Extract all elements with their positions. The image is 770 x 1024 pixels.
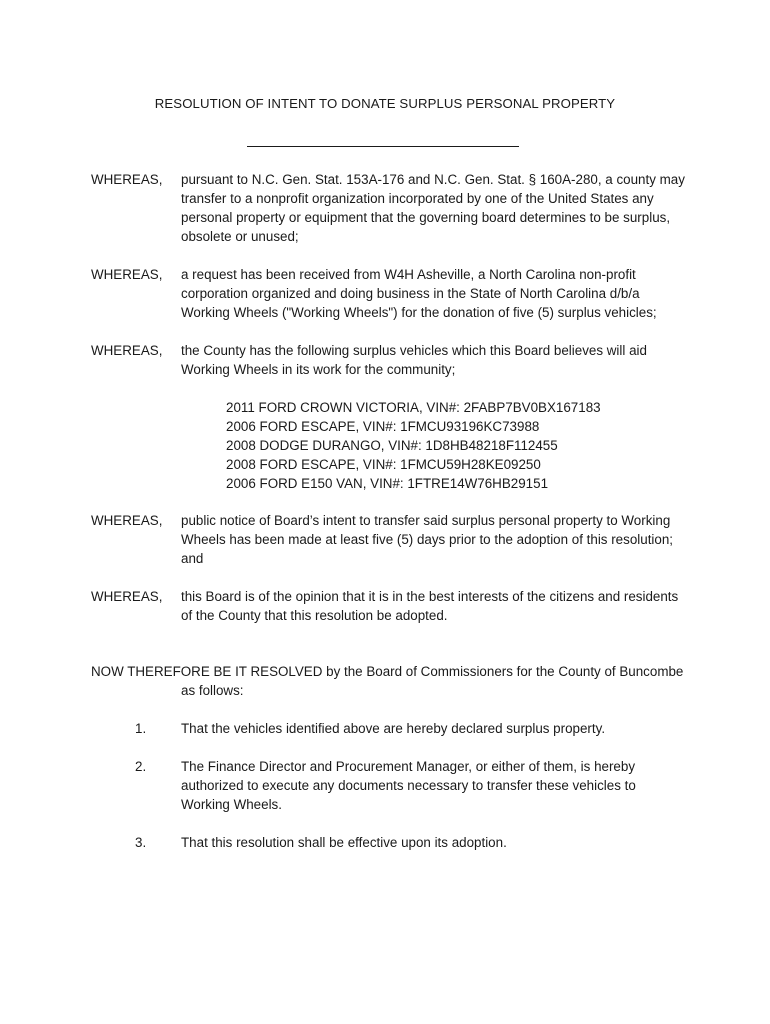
resolved-line-1: NOW THEREFORE BE IT RESOLVED by the Board of Commissioners for the County of Buncombe (91, 664, 684, 679)
whereas-text: pursuant to N.C. Gen. Stat. 153A-176 and N.C. Gen. Stat. § 160A-280, a county may transfer to a nonprofit organization incorporated by one of the United States any personal property or equipment that the governing board determines to be surplus, obsolete or unused; (181, 172, 685, 244)
whereas-text: the County has the following surplus vehicles which this Board believes will aid Working Wheels in its work for the community; (181, 343, 647, 377)
whereas-label: WHEREAS, (91, 267, 163, 282)
item-number: 1. (135, 721, 147, 736)
item-number: 3. (135, 835, 147, 850)
whereas-text: a request has been received from W4H Asheville, a North Carolina non-profit corporation organized and doing business in the State of North Carolina d/b/a Working Wheels ("Working Wheels") for the donation of five (5) surplus vehicles; (181, 267, 657, 320)
vehicle-item: 2008 FORD ESCAPE, VIN#: 1FMCU59H28KE09250 (226, 457, 541, 472)
vehicle-item: 2008 DODGE DURANGO, VIN#: 1D8HB48218F112455 (226, 438, 558, 453)
document-title: RESOLUTION OF INTENT TO DONATE SURPLUS PERSONAL PROPERTY (154, 96, 616, 111)
item-text: That the vehicles identified above are hereby declared surplus property. (181, 721, 606, 736)
whereas-label: WHEREAS, (91, 513, 163, 528)
resolved-paragraph (91, 662, 684, 700)
whereas-text: public notice of Board’s intent to transfer said surplus personal property to Working Wheels has been made at least five (5) days prior to the adoption of this resolution; and (181, 513, 674, 566)
vehicle-list (226, 398, 686, 493)
item-text: That this resolution shall be effective upon its adoption. (181, 835, 507, 850)
item-number: 2. (135, 759, 147, 774)
whereas-text: this Board is of the opinion that it is in the best interests of the citizens and residents of the County that this resolution be adopted. (181, 589, 679, 623)
whereas-label: WHEREAS, (91, 589, 163, 604)
whereas-label: WHEREAS, (91, 343, 163, 358)
item-text: The Finance Director and Procurement Manager, or either of them, is hereby authorized to execute any documents necessary to transfer these vehicles to Working Wheels. (181, 759, 636, 812)
resolved-line-2: as follows: (181, 683, 244, 698)
title-underline (247, 146, 519, 147)
vehicle-item: 2011 FORD CROWN VICTORIA, VIN#: 2FABP7BV0BX167183 (226, 400, 601, 415)
whereas-label: WHEREAS, (91, 172, 163, 187)
vehicle-item: 2006 FORD E150 VAN, VIN#: 1FTRE14W76HB29151 (226, 476, 549, 491)
vehicle-item: 2006 FORD ESCAPE, VIN#: 1FMCU93196KC73988 (226, 419, 540, 434)
